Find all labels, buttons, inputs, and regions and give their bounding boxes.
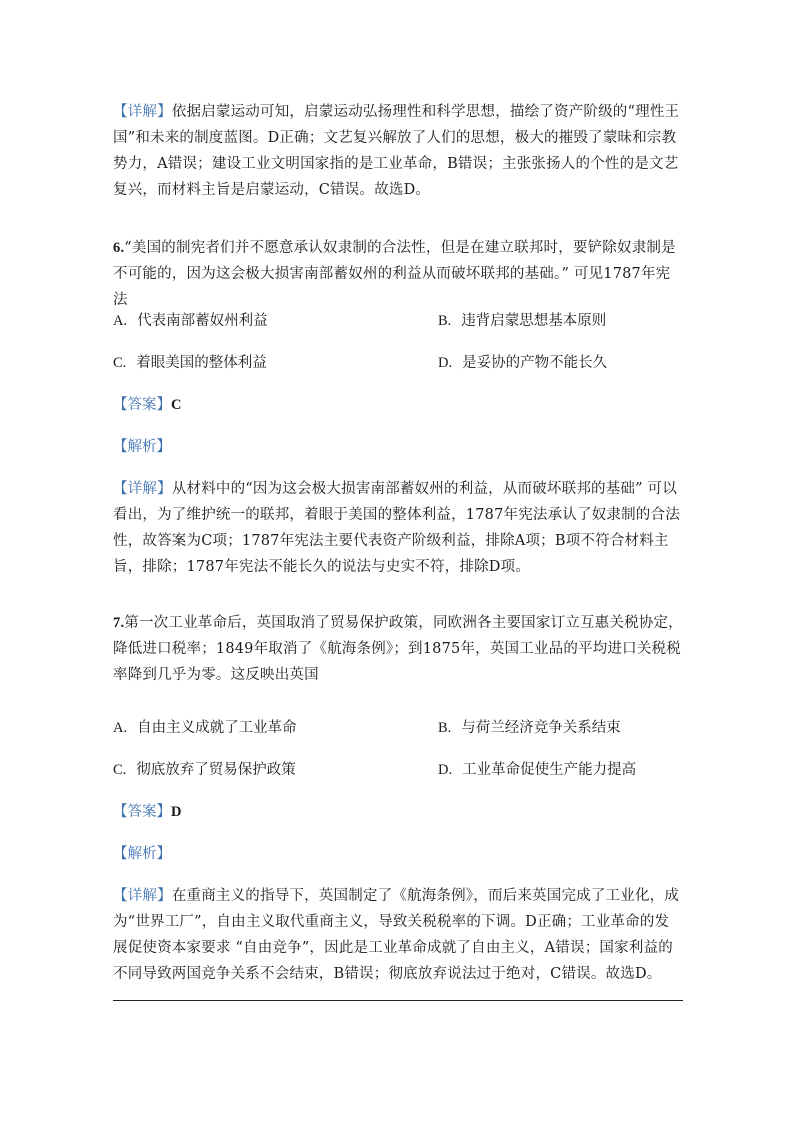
q6-detail-text: 从材料中的“因为这会极大损害南部蓄奴州的利益，从而破坏联邦的基础” 可以看出，为了维护统一的联邦，着眼于美国的整体利益，1787年宪法承认了奴隶制的合法性，故答案为C项；1787年宪法主要代表资产阶级利益，排除A项；B项不符合材料主旨，排除；1787年宪法不能长久的说法与史实不符，排除D项。 [113,481,680,575]
q7-answer-letter: D [171,804,182,820]
q6-option-c: C. 着眼美国的整体利益 [113,355,267,371]
q6-stem [113,235,683,313]
q7-analysis-heading: 【解析】 [113,846,171,862]
q6-option-d: D. 是妥协的产物不能长久 [438,355,608,371]
q6-answer-letter: C [171,397,182,413]
q5-detail-text: 依据启蒙运动可知，启蒙运动弘扬理性和科学思想，描绘了资产阶级的“理性王国”和未来的制度蓝图。D正确；文艺复兴解放了人们的思想，极大的摧毁了蒙昧和宗教势力，A错误；建设工业文明国家指的是工业革命，B错误；主张张扬人的个性的是文艺复兴，而材料主旨是启蒙运动，C错误。故选D。 [113,104,680,198]
q7-number: 7. [113,615,125,631]
q5-detail-paragraph [113,99,683,203]
q7-detail-text: 在重商主义的指导下，英国制定了《航海条例》，而后来英国完成了工业化，成为“世界工厂”，自由主义取代重商主义，导致关税税率的下调。D正确；工业革命的发展促使资本家要求 “自由竞争”，因此是工业革命成就了自由主义，A错误；国家利益的不同导致两国竞争关系不会结束，B错误；彻底放弃说法过于绝对，C错误。故选D。 [113,888,680,982]
q6-number: 6. [113,240,125,256]
q6-detail-paragraph [113,476,683,580]
q6-stem-text: “美国的制宪者们并不愿意承认奴隶制的合法性，但是在建立联邦时，要铲除奴隶制是不可能的，因为这会极大损害南部蓄奴州的利益从而破坏联邦的基础。” 可见1787年宪法 [113,240,676,308]
q6-analysis-heading: 【解析】 [113,439,171,455]
detail-tag: 【详解】 [113,104,172,120]
answer-tag: 【答案】 [113,397,171,413]
q6-option-b: B. 违背启蒙思想基本原则 [438,313,607,329]
detail-tag: 【详解】 [113,481,172,497]
q6-answer [113,394,181,416]
q6-option-a: A. 代表南部蓄奴州利益 [113,313,268,329]
answer-tag: 【答案】 [113,804,171,820]
q7-answer [113,801,181,823]
q7-option-a: A. 自由主义成就了工业革命 [113,720,297,736]
q7-detail-paragraph [113,883,683,987]
q7-option-c: C. 彻底放弃了贸易保护政策 [113,762,296,778]
detail-tag: 【详解】 [113,888,172,904]
q7-option-b: B. 与荷兰经济竞争关系结束 [438,720,621,736]
page-divider [113,1000,683,1001]
q7-option-d: D. 工业革命促使生产能力提高 [438,762,637,778]
q7-stem [113,610,683,688]
q7-stem-text: 第一次工业革命后，英国取消了贸易保护政策，同欧洲各主要国家订立互惠关税协定，降低进口税率；1849年取消了《航海条例》；到1875年，英国工业品的平均进口关税税率降到几乎为零。这反映出英国 [113,615,683,683]
